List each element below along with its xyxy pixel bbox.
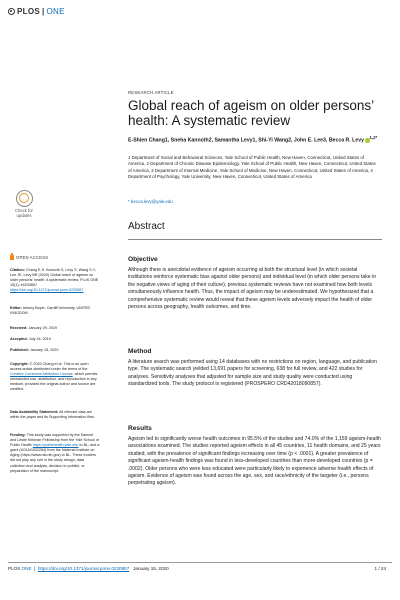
article-type: RESEARCH ARTICLE: [128, 90, 174, 95]
citation-label: Citation:: [10, 268, 25, 272]
citation-doi-link[interactable]: https://doi.org/10.1371/journal.pone.0230857: [10, 288, 84, 293]
copyright-label: Copyright:: [10, 362, 29, 366]
article-title: Global reach of ageism on older persons’ health: A systematic review: [128, 98, 374, 128]
open-access-badge: [10, 255, 48, 260]
footer-journal-plos: PLOS: [8, 566, 21, 571]
sidebar-published: [10, 348, 100, 353]
sidebar-received: [10, 326, 100, 331]
accepted-date: July 24, 2019: [28, 337, 51, 341]
logo-plos-text: PLOS: [17, 7, 40, 16]
check-updates-label: Check for updates: [15, 208, 33, 218]
author-names: E-Shien Chang1, Sneha Kannoth2, Samantha Levy1, Shi-Yi Wang2, John E. Lee3, Becca R. Levy: [128, 137, 364, 144]
section-body-objective: Although there is anecdotal evidence of ageism occurring at both the structural level (in which societal institutions reinforce systematic bias against older persons) and individual level (in which older persons take in the negative views of aging of their culture), previous systematic reviews have not examined how both levels simultaneously influence health. Thus, the impact of ageism may be underestimated. We hypothesized that a comprehensive systematic review would reveal that these ageism levels adversely impact the health of older persons across geography, health outcomes, and time.: [128, 267, 377, 311]
funding-text-after: to BL; and a grant (U01AG032284) from the National Institute on Aging (https://www.nia.nih.gov) to BL. These funders did not play any role in the study design, data collection and analysis, decision to publish, or preparation of the manuscript.: [10, 443, 100, 473]
author-suffix: 1,2*: [369, 135, 378, 140]
footer-divider: [8, 562, 392, 563]
author-list: [128, 134, 383, 145]
section-body-results: Ageism led to significantly worse health outcomes in 95.5% of the studies and 74.0% of the 1,159 ageism-health associations examined. The studies reported ageism effects in all 45 countries, 11 health domains, and 25 years studied, with the prevalence of significant findings increasing over time (p < .0001). A greater prevalence of significant ageism-health findings was found in less-developed countries than more-developed countries (p = .0002). Older persons who were less educated were particularly likely to experience adverse health effects of ageism. Evidence of ageism was found across the age, sex, and race/ethnicity of the targeter (i.e., persons perpetrating ageism).: [128, 436, 381, 487]
funding-text: This study was supported by the Samuel and Leslie Kirkman Fellowship from the Yale School of Public Health: [10, 433, 99, 448]
section-body-method: A literature search was performed using 14 databases with no restrictions on region, language, and publication type. The systematic search yielded 13,691 papers for screening, 638 for full review, and 422 studies for analyses. Sensitivity analyses that adjusted for sample size and study quality were conducted using standardized tools. The study protocol is registered (PROSPERO CRD42018090857).: [128, 359, 377, 388]
received-date: January 29, 2019: [28, 326, 57, 330]
published-label: Published:: [10, 348, 29, 352]
page-number: 1 / 24: [374, 566, 386, 571]
sidebar-accepted: [10, 337, 100, 342]
copyright-text-after: , which permits unrestricted use, distribution, and reproduction in any medium, provided the original author and source are credited.: [10, 372, 98, 392]
open-lock-icon: [10, 255, 14, 260]
sidebar-editor: [10, 306, 100, 316]
citation-text: Chang E-S, Kannoth S, Levy S, Wang S-Y, Lee JE, Levy BR (2020) Global reach of ageism on older persons’ health: A systematic review. PLoS ONE 15(1): e0230857.: [10, 268, 99, 288]
published-date: January 15, 2020: [29, 348, 59, 352]
sidebar-citation: [10, 268, 100, 293]
accepted-label: Accepted:: [10, 337, 28, 341]
page-footer: PLOS ONE | https://doi.org/10.1371/journal.pone.0230857 January 15, 2020: [8, 566, 169, 571]
editor-label: Editor:: [10, 306, 22, 310]
check-updates-icon: [16, 190, 33, 207]
affiliations: 1 Department of Social and Behavioral Sciences, Yale School of Public Health, New Haven, Connecticut, United States of America, 2 Department of Chronic Disease Epidemiology, Yale School of Public Health, New Haven, Connecticut, United States of America, 3 Department of Internal Medicine, Yale School of Medicine, New Haven, Connecticut, United States of America, 4 Department of Psychology, Yale University, New Haven, Connecticut, United States of America: [128, 155, 376, 179]
journal-logo: [8, 7, 65, 16]
footer-date: January 15, 2020: [133, 566, 169, 571]
logo-separator: |: [41, 7, 45, 16]
sidebar-copyright: [10, 362, 100, 393]
section-heading-method: Method: [128, 348, 152, 355]
sidebar-funding: [10, 433, 100, 474]
funding-link[interactable]: https://publichealth.yale.edu: [32, 443, 79, 448]
footer-journal-one: ONE: [21, 566, 32, 571]
corresponding-email[interactable]: * becca.levy@yale.edu: [128, 199, 173, 204]
abstract-divider: [128, 239, 382, 240]
check-for-updates-badge[interactable]: [10, 190, 38, 218]
section-heading-results: Results: [128, 425, 152, 432]
open-access-label: OPEN ACCESS: [16, 255, 49, 260]
editor-text: Antony Boyer, Cardiff University, UNITED KINGDOM: [10, 306, 91, 316]
data-availability-label: Data Availability Statement:: [10, 410, 59, 414]
section-heading-objective: Objective: [128, 256, 158, 263]
funding-label: Funding:: [10, 433, 26, 437]
cc-license-link[interactable]: Creative Commons Attribution License: [10, 372, 73, 377]
copyright-text: © 2020 Chang et al. This is an open access article distributed under the terms of the: [10, 362, 89, 372]
logo-one-text: ONE: [46, 7, 65, 16]
data-availability-text: All relevant data are within the paper and its Supporting Information files.: [10, 410, 95, 420]
abstract-heading: Abstract: [128, 221, 165, 232]
sidebar-data-availability: [10, 410, 100, 420]
plos-logo-icon: [8, 8, 15, 15]
received-label: Received:: [10, 326, 28, 330]
footer-doi-link[interactable]: https://doi.org/10.1371/journal.pone.0230857: [37, 566, 130, 571]
